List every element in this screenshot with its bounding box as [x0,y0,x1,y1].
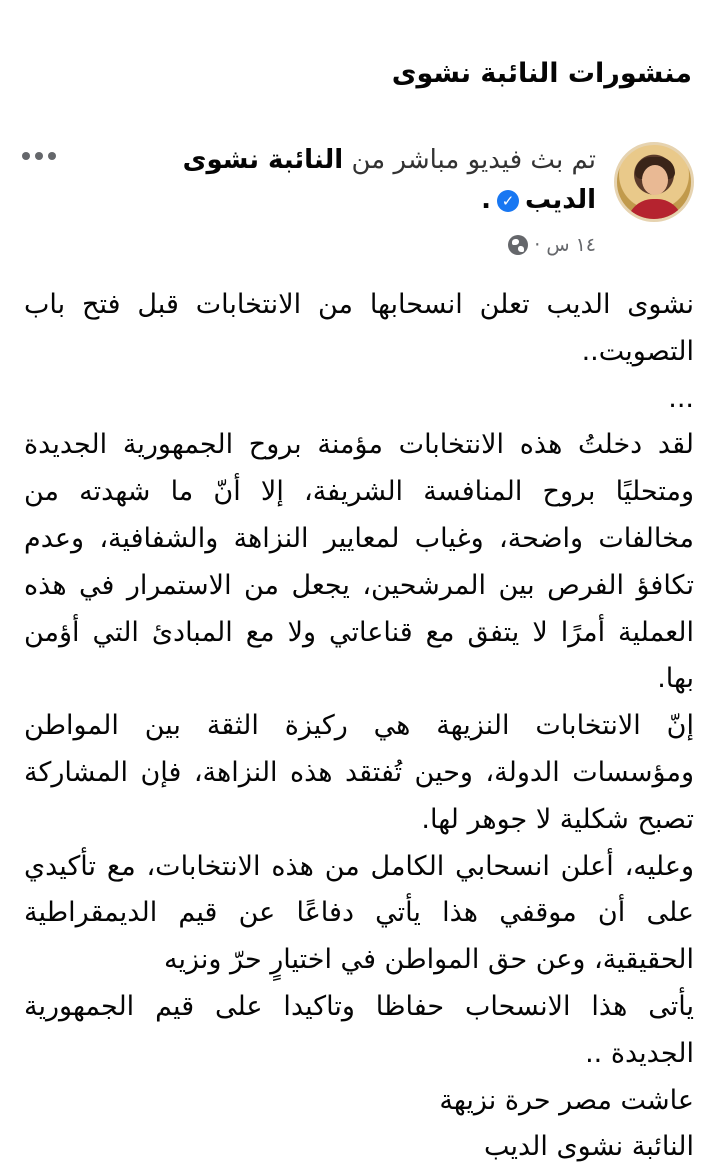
post-body [24,282,694,1171]
post-paragraph: إنّ الانتخابات النزيهة هي ركيزة الثقة بين المواطن ومؤسسات الدولة، وحين تُفتقد هذه النزاهة، فإن المشاركة تصبح شكلية لا جوهر لها. [24,710,694,835]
author-name-first: النائبة نشوى [182,145,344,175]
post-header [26,138,694,268]
post-headline: نشوى الديب تعلن انسحابها من الانتخابات قبل فتح باب التصويت.. [24,289,694,367]
avatar-body [627,199,683,222]
live-video-label: تم بث فيديو مباشر من [351,145,596,175]
post-paragraph: لقد دخلتُ هذه الانتخابات مؤمنة بروح الجمهورية الجديدة ومتحليًا بروح المنافسة الشريفة، إلا أنّ ما شهدته من مخالفات واضحة، وغياب لمعايير النزاهة والشفافية، وعدم تكافؤ الفرص بين المرشحين، يجعل من الاستمرار في هذه العملية أمرًا لا يتفق مع قناعاتي ولا مع المبادئ التي أؤمن بها. [24,429,694,695]
more-dot [35,152,43,160]
section-title: منشورات النائبة نشوى [391,58,692,89]
post-header-text [176,140,596,221]
post-paragraph: وعليه، أعلن انسحابي الكامل من هذه الانتخابات، مع تأكيدي على أن موقفي هذا يأتي دفاعًا عن قيم الديمقراطية الحقيقية، وعن حق المواطن في اختيارٍ حرّ ونزيه [24,850,694,976]
author-avatar[interactable] [614,142,694,222]
post-paragraph: يأتى هذا الانسحاب حفاظا وتاكيدا على قيم الجمهورية الجديدة .. [24,990,694,1069]
trailing-dot: . [481,185,492,216]
globe-icon[interactable] [508,235,528,255]
verified-check-icon: ✓ [497,190,519,212]
post-meta [508,234,596,256]
post-time[interactable]: ١٤ س [546,234,596,256]
meta-separator: · [534,234,541,256]
post-signature: النائبة نشوى الديب [483,1131,694,1163]
post-ellipsis: ... [668,382,694,414]
post-slogan: عاشت مصر حرة نزيهة [439,1084,694,1116]
avatar-face [642,165,668,195]
more-options-icon[interactable] [22,152,56,160]
author-name-last: الديب [525,185,596,216]
more-dot [22,152,30,160]
more-dot [48,152,56,160]
